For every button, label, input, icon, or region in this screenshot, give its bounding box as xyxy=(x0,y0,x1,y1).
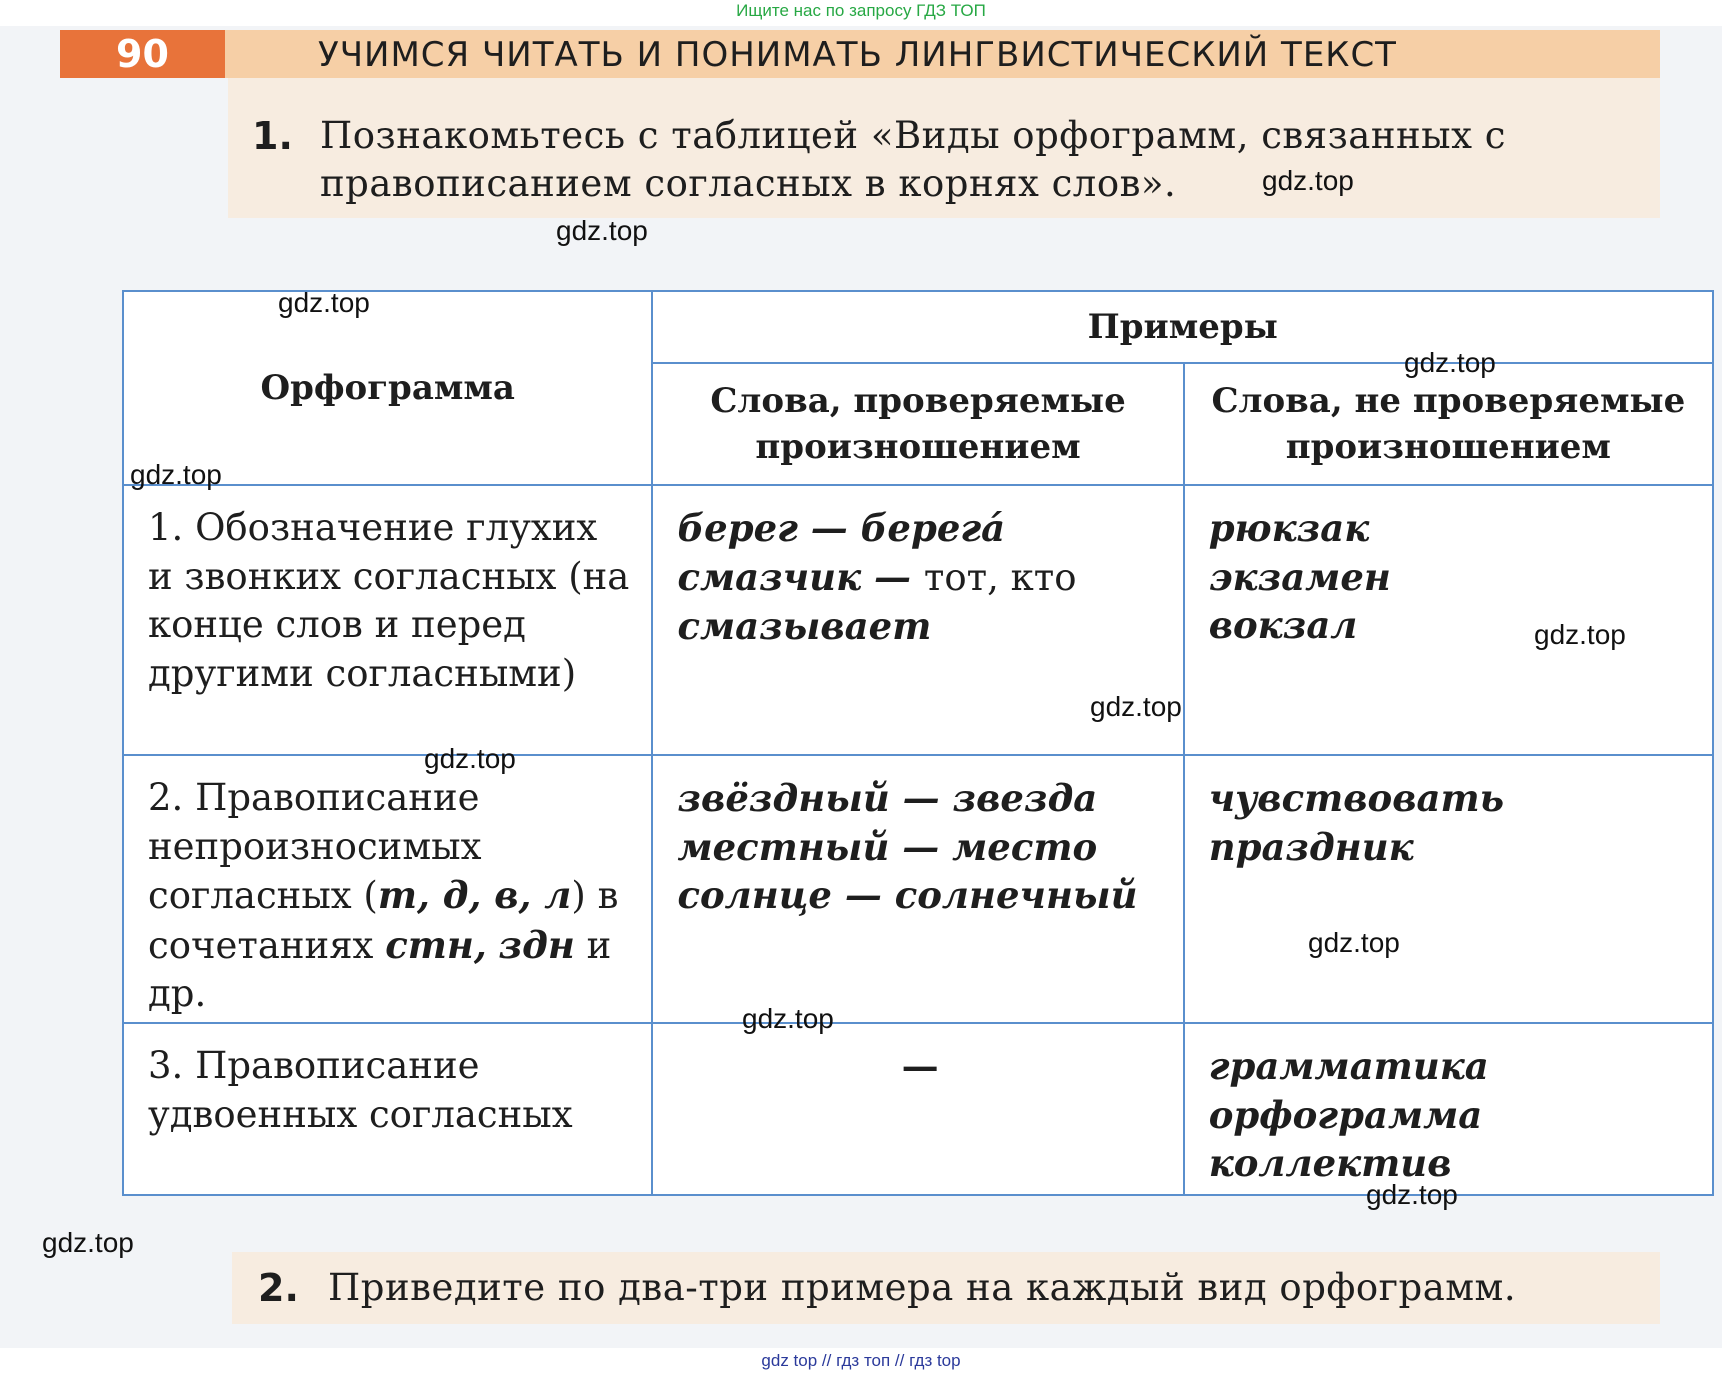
row2-combo: здн xyxy=(498,922,575,967)
example-word: грамматика xyxy=(1208,1044,1489,1088)
row1-unchecked xyxy=(1184,485,1713,755)
watermark: gdz.top xyxy=(1404,347,1496,378)
example-word: смазывает xyxy=(677,604,932,648)
page-number: 90 xyxy=(60,30,225,78)
task1-number: 1. xyxy=(252,114,293,158)
row3-unchecked xyxy=(1184,1023,1713,1195)
header-unchecked: Слова, не проверяемые произношением xyxy=(1184,363,1713,485)
example-word: орфограмма xyxy=(1208,1092,1483,1137)
watermark: gdz.top xyxy=(1534,619,1626,650)
watermark: gdz.top xyxy=(556,215,648,246)
watermark: gdz.top xyxy=(1262,165,1354,196)
task2-number: 2. xyxy=(258,1266,299,1310)
example-word: чувствовать xyxy=(1208,776,1505,820)
example-word: экзамен xyxy=(1208,554,1391,599)
example-word: звёздный — звезда xyxy=(677,776,1098,820)
orthogram-table xyxy=(122,287,1714,1196)
watermark: gdz.top xyxy=(1090,691,1182,722)
table-row xyxy=(123,1023,1713,1195)
row2-text-part: и др. xyxy=(148,923,612,1015)
header-examples: Примеры xyxy=(652,291,1713,363)
row2-text-part: 2. Правописание непроизносимых согласных ( xyxy=(148,776,482,917)
watermark: gdz.top xyxy=(130,459,222,490)
example-word: смазчик — xyxy=(677,554,924,599)
row1-orthogram: 1. Обозначение глухих и звонких согласных (на конце слов и перед другими согласными) xyxy=(123,485,652,755)
task1-text: Познакомьтесь с таблицей «Виды орфограмм, связанных с правописанием согласных в корнях слов». xyxy=(320,114,1506,205)
task2-text: Приведите по два-три примера на каждый вид орфограмм. xyxy=(328,1266,1517,1309)
example-word: местный — место xyxy=(677,824,1098,869)
row2-letters: т, д, в, л xyxy=(377,873,572,917)
watermark: gdz.top xyxy=(42,1227,134,1258)
table-row xyxy=(123,485,1713,755)
example-word: праздник xyxy=(1208,824,1414,869)
watermark: gdz.top xyxy=(1308,927,1400,958)
section-title: УЧИМСЯ ЧИТАТЬ И ПОНИМАТЬ ЛИНГВИСТИЧЕСКИЙ ТЕКСТ xyxy=(318,35,1397,75)
row3-checked-dash: — xyxy=(652,1023,1183,1195)
row2-checked xyxy=(652,755,1183,1023)
watermark: gdz.top xyxy=(1366,1179,1458,1210)
row3-orthogram: 3. Правописание удвоенных согласных xyxy=(123,1023,652,1195)
example-word: рюкзак xyxy=(1208,506,1370,550)
row2-text-part: ) в сочетаниях xyxy=(148,874,619,967)
row2-unchecked xyxy=(1184,755,1713,1023)
watermark: gdz.top xyxy=(424,743,516,774)
example-word: коллектив xyxy=(1208,1141,1452,1185)
header-checked: Слова, проверяемые произношением xyxy=(652,363,1183,485)
example-word: берег — берегá xyxy=(677,506,1006,550)
header-orthogram: Орфограмма xyxy=(123,291,652,485)
row2-orthogram xyxy=(123,755,652,1023)
top-banner-note: Ищите нас по запросу ГДЗ ТОП xyxy=(736,1,986,20)
example-plain-text: тот, кто xyxy=(923,555,1077,599)
watermark: gdz.top xyxy=(278,287,370,318)
watermark: gdz.top xyxy=(742,1003,834,1034)
bottom-banner-note: gdz top // гдз топ // гдз top xyxy=(761,1351,961,1370)
example-word: солнце — солнечный xyxy=(677,873,1138,917)
table-row xyxy=(123,755,1713,1023)
example-word: вокзал xyxy=(1208,603,1358,647)
example-line xyxy=(677,553,1162,603)
row2-combo: стн, xyxy=(385,922,487,967)
